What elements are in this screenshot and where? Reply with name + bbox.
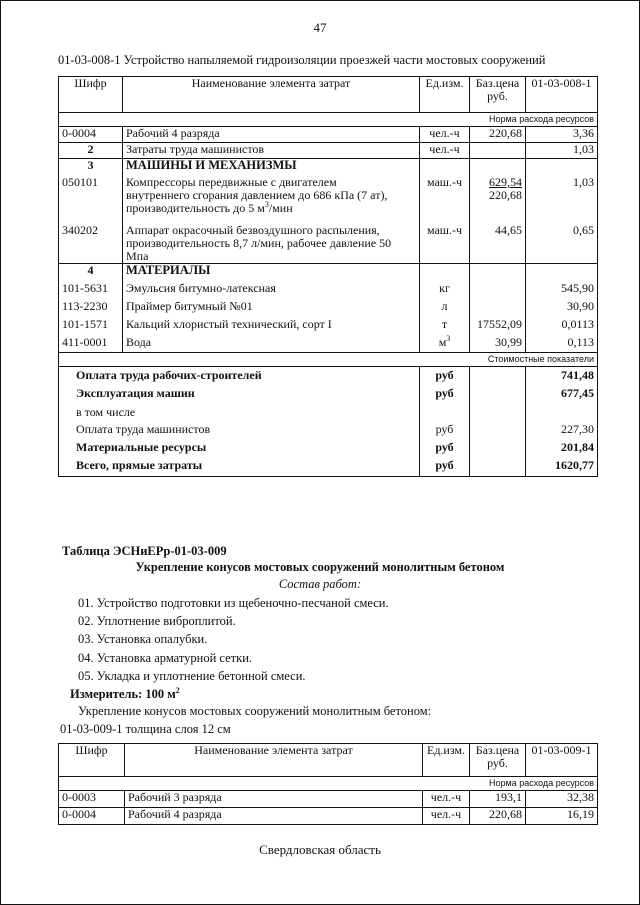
machine-name-line: производительность 8,7 л/мин, рабочее давление 50: [126, 236, 392, 250]
row-price: 193,1: [470, 791, 526, 808]
norm-table-2: [58, 743, 598, 825]
section1-title: 01-03-008-1 Устройство напыляемой гидроизоляции проезжей части мостовых сооружений: [58, 53, 546, 67]
row-code: 2: [59, 143, 123, 159]
row-price: [470, 143, 526, 159]
row-unit: чел.-ч: [420, 143, 470, 159]
row-code: 0-0004: [59, 808, 125, 825]
superscript: 3: [446, 334, 451, 343]
row-unit: чел.-ч: [420, 127, 470, 143]
work-step: 04. Установка арматурной сетки.: [78, 651, 253, 665]
cost-label-materials: Материальные ресурсы: [76, 440, 207, 454]
machine-name-line: Аппарат окрасочный безвоздушного распыления,: [126, 223, 380, 237]
header-unit: Ед.изм.: [423, 744, 470, 777]
material-unit: кг: [439, 281, 450, 295]
table-row: [59, 808, 598, 825]
izmeritel: Измеритель: 100 $м^2$: [70, 685, 180, 701]
cost-unit: руб: [435, 458, 454, 472]
material-code: 101-1571: [62, 317, 108, 331]
machine-value: 1,03: [573, 175, 594, 189]
norm-code-line: 01-03-009-1 толщина слоя 12 см: [60, 722, 231, 736]
header-norm-code: 01-03-008-1: [526, 77, 598, 113]
cost-value: 1620,77: [555, 458, 594, 472]
machine-name-line: производительность до 5 $м^3$/мин: [126, 200, 293, 215]
machine-price-2: 220,68: [489, 188, 522, 202]
group-name: МАТЕРИАЛЫ: [126, 263, 211, 277]
norm-caption: Норма расхода ресурсов: [59, 113, 598, 127]
header-name: Наименование элемента затрат: [125, 744, 423, 777]
machines-group: [59, 159, 598, 264]
row-name: Затраты труда машинистов: [123, 143, 420, 159]
cost-label-total: Всего, прямые затраты: [76, 458, 203, 472]
header-name: Наименование элемента затрат: [123, 77, 420, 113]
material-code: 113-2230: [62, 299, 108, 313]
row-value: 32,38: [526, 791, 598, 808]
header-price: Баз.цена руб.: [470, 77, 526, 113]
superscript: 3: [264, 200, 269, 209]
cost-value: 741,48: [561, 368, 594, 382]
material-name: Эмульсия битумно-латексная: [126, 281, 276, 295]
cost-unit: руб: [435, 386, 454, 400]
machine-name-line: внутреннего сгорания давлением до 686 кПа (7 ат),: [126, 188, 388, 202]
material-name: Праймер битумный №01: [126, 299, 253, 313]
row-value: 3,36: [526, 127, 598, 143]
row-code: 0-0004: [59, 127, 123, 143]
material-code: 101-5631: [62, 281, 108, 295]
header-code: Шифр: [59, 744, 125, 777]
norm-caption: Норма расхода ресурсов: [59, 777, 598, 791]
machine-name-line: Мпа: [126, 249, 149, 263]
machine-price: 629,54: [489, 175, 522, 189]
table-row: [59, 143, 598, 159]
group-code: 3: [87, 158, 94, 172]
cost-value: 227,30: [561, 422, 594, 436]
machine-unit: маш.-ч: [426, 223, 463, 237]
table-row: [59, 791, 598, 808]
machine-name-2: [126, 224, 416, 263]
norm-table-1: [58, 76, 598, 477]
machine-unit: маш.-ч: [426, 175, 463, 189]
work-step: 01. Устройство подготовки из щебеночно-песчаной смеси.: [78, 596, 389, 610]
machine-name-1: [126, 176, 416, 224]
machine-code: 340202: [62, 223, 98, 237]
costs-block: [59, 367, 598, 477]
row-price: 220,68: [470, 808, 526, 825]
material-value: 30,90: [567, 299, 594, 313]
work-step: 03. Установка опалубки.: [78, 632, 208, 646]
cost-label-labor: Оплата труда рабочих-строителей: [76, 368, 262, 382]
table-row: [59, 127, 598, 143]
cost-unit: руб: [435, 368, 454, 382]
superscript: 2: [175, 685, 180, 695]
material-value: 0,0113: [561, 317, 594, 331]
header-norm-code: 01-03-009-1: [526, 744, 598, 777]
row-value: 16,19: [526, 808, 598, 825]
work-step: 02. Уплотнение виброплитой.: [78, 614, 236, 628]
row-code: 0-0003: [59, 791, 125, 808]
table1-header-row: [59, 77, 598, 113]
material-value: 0,113: [567, 335, 594, 349]
row-name: Рабочий 4 разряда: [123, 127, 420, 143]
machine-code: 050101: [62, 175, 98, 189]
material-price: [473, 282, 522, 300]
table2-title: Таблица ЭСНиЕРр-01-03-009: [62, 544, 227, 558]
cost-label-incl: в том числе: [76, 405, 136, 419]
material-price: 30,99: [495, 335, 522, 349]
page-number: 47: [313, 20, 327, 35]
machine-value: 0,65: [573, 223, 594, 237]
material-unit: л: [441, 299, 448, 313]
table2-subtitle: Укрепление конусов мостовых сооружений монолитным бетоном: [135, 560, 505, 574]
group-name: МАШИНЫ И МЕХАНИЗМЫ: [126, 158, 297, 172]
row-unit: чел.-ч: [423, 791, 470, 808]
machine-name-line: Компрессоры передвижные с двигателем: [126, 175, 337, 189]
cost-value: 201,84: [561, 440, 594, 454]
material-code: 411-0001: [62, 335, 108, 349]
header-unit: Ед.изм.: [420, 77, 470, 113]
row-price: 220,68: [470, 127, 526, 143]
material-unit: т: [441, 317, 448, 331]
material-name: Кальций хлористый технический, сорт I: [126, 317, 332, 331]
material-value: 545,90: [561, 281, 594, 295]
material-name: Вода: [126, 335, 152, 349]
row-name: Рабочий 4 разряда: [125, 808, 423, 825]
cost-unit: руб: [435, 422, 454, 436]
footer-region: Свердловская область: [259, 842, 381, 857]
cost-label-mach-labor: Оплата труда машинистов: [76, 422, 211, 436]
row-value: 1,03: [526, 143, 598, 159]
table2-header-row: [59, 744, 598, 777]
row-name: Рабочий 3 разряда: [125, 791, 423, 808]
material-price: [473, 300, 522, 318]
material-unit: $м^3$: [438, 334, 451, 349]
group-code: 4: [87, 263, 94, 277]
header-code: Шифр: [59, 77, 123, 113]
sostav-heading: Состав работ:: [278, 577, 362, 591]
machine-price: 44,65: [495, 223, 522, 237]
work-step: 05. Укладка и уплотнение бетонной смеси.: [78, 669, 306, 683]
row-unit: чел.-ч: [423, 808, 470, 825]
header-price: Баз.цена руб.: [470, 744, 526, 777]
izmeritel-desc: Укрепление конусов мостовых сооружений монолитным бетоном:: [78, 704, 432, 718]
cost-label-machines: Эксплуатация машин: [76, 386, 195, 400]
material-price: 17552,09: [477, 317, 522, 331]
cost-unit: руб: [435, 440, 454, 454]
materials-group: [59, 264, 598, 353]
cost-caption: Стоимостные показатели: [59, 353, 598, 367]
cost-value: 677,45: [561, 386, 594, 400]
